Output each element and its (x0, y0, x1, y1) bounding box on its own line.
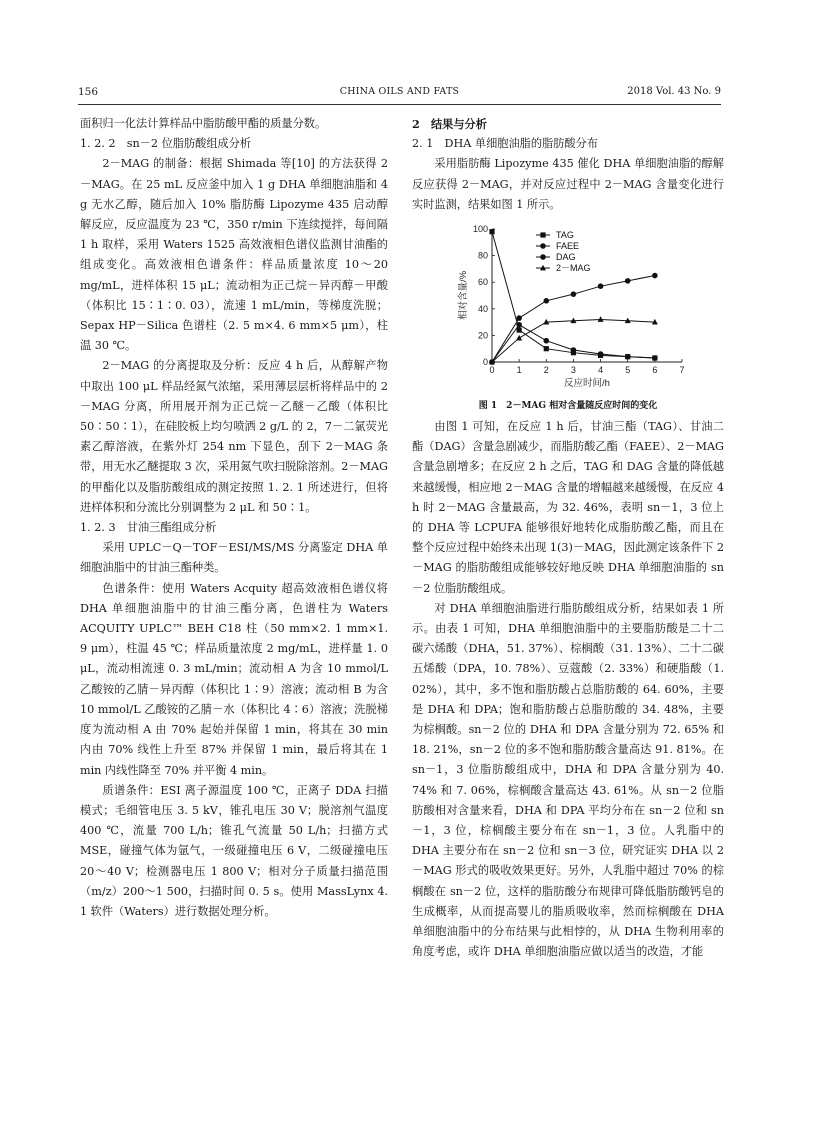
legend-marker (540, 232, 545, 237)
paragraph: 2－MAG 的分离提取及分析：反应 4 h 后，从醇解产物中取出 100 μL 样品经氮气浓缩，采用薄层层析将样品中的 2－MAG 分离，所用展开剂为正己烷－乙醚－乙酸（体积比 50∶50∶1），在硅胶板上均匀喷洒 2 g/L 的 2，7－二氯荧光素乙醇溶液，在紫外灯 254 nm 下显色，刮下 2－MAG 条带，用无水乙醚提取 3 次，采用氮气吹扫脱除溶剂。2－MAG 的甲酯化以及脂肪酸组成的测定按照 1. 2. 1 所述进行，但将进样体积和分流比分别调整为 2 μL 和 50∶1。 (80, 359, 388, 514)
x-axis-label: 反应时间/h (564, 378, 610, 390)
legend-marker (540, 243, 546, 249)
paragraph: 由图 1 可知，在反应 1 h 后，甘油三酯（TAG）、甘油二酯（DAG）含量急剧减少，而脂肪酸乙酯（FAEE）、2－MAG 含量急剧增多；在反应 2 h 之后，TAG 和 DAG 含量的降低越来越缓慢，相应地 2－MAG 含量的增幅越来越缓慢，在反应 4 h 时 2－MAG 含量最高，为 32. 46%，表明 sn－1，3 位上的 DHA 等 LCPUFA 能够很好地转化成脂肪酸乙酯，而且在整个反应过程中始终未出现 1(3)－MAG，因此测定该条件下 2－MAG 的脂肪酸组成能够较好地反映 DHA 单细胞油脂的 sn－2 位脂肪酸组成。 (412, 420, 724, 595)
y-tick-label: 20 (477, 330, 488, 341)
paragraph: 1. 2. 2 sn－2 位脂肪酸组成分析 (80, 137, 252, 151)
data-point (571, 291, 577, 297)
paragraph: 1. 2. 3 甘油三酯组成分析 (80, 521, 217, 535)
legend-label: DAG (556, 252, 576, 263)
page-header (78, 86, 721, 100)
paragraph: 色谱条件：使用 Waters Acquity 超高效液相色谱仪将 DHA 单细胞油脂中的甘油三酯分离，色谱柱为 Waters ACQUITY UPLC™ BEH C18 柱（50 mm×2. 1 mm×1. 9 μm），柱温 45 ℃；样品质量浓度 2 mg/mL，进样量 1. 0 μL，流动相流速 0. 3 mL/min；流动相 A 为含 10 mmol/L 乙酸铵的乙腈－异丙醇（体积比 1∶9）溶液；流动相 B 为含 10 mmol/L 乙酸铵的乙腈－水（体积比 4∶6）溶液；洗脱梯度为流动相 A 由 70% 起始并保留 1 min，将其在 30 min 内由 70% 线性上升至 87% 并保留 1 min，最后将其在 1 min 内线性降至 70% 并平衡 4 min。 (80, 581, 388, 777)
legend-label: FAEE (556, 241, 580, 252)
page-number: 156 (78, 86, 99, 98)
data-point (598, 351, 604, 357)
right-column-bottom (412, 417, 724, 962)
data-point (517, 327, 522, 332)
paragraph: 面积归一化法计算样品中脂肪酸甲酯的质量分数。 (80, 117, 327, 130)
journal-name: CHINA OILS AND FATS (339, 86, 460, 97)
right-column-top (412, 114, 724, 215)
data-point (543, 298, 549, 304)
paragraph: 2. 1 DHA 单细胞油脂的脂肪酸分布 (412, 137, 598, 151)
y-tick-label: 40 (477, 303, 488, 314)
data-point (544, 346, 549, 351)
y-tick-label: 60 (477, 277, 488, 288)
x-tick-label: 6 (652, 365, 658, 376)
x-tick-label: 5 (625, 365, 631, 376)
y-tick-label: 100 (472, 224, 488, 235)
data-point (571, 347, 577, 353)
data-point (489, 229, 494, 234)
legend-marker (540, 254, 546, 260)
data-point (652, 355, 658, 361)
legend-label: 2－MAG (556, 263, 591, 274)
paragraph: 2－MAG 的制备：根据 Shimada 等[10] 的方法获得 2－MAG。在 25 mL 反应釜中加入 1 g DHA 单细胞油脂和 4 g 无水乙醇，随后加入 10% 脂肪酶 Lipozyme 435 启动醇解反应，反应温度为 23 ℃，350 r/min 下连续搅拌，每间隔 1 h 取样，采用 Waters 1525 高效液相色谱仪监测甘油酯的组成变化。高效液相色谱条件：样品质量浓度 10～20 mg/mL，进样体积 15 μL；流动相为正己烷－异丙醇－甲酸（体积比 15∶1∶0. 03），流速 1 mL/min，等梯度洗脱；Sepax HP－Silica 色谱柱（2. 5 m×4. 6 mm×5 μm），柱温 30 ℃。 (80, 157, 388, 353)
data-point (598, 316, 604, 322)
data-point (516, 315, 522, 321)
paragraph: 采用 UPLC－Q－TOF－ESI/MS/MS 分离鉴定 DHA 单细胞油脂中的甘油三酯种类。 (80, 541, 388, 575)
left-column (80, 114, 388, 922)
data-point (598, 283, 604, 289)
y-axis-label: 相对含量/% (458, 270, 469, 321)
figure-caption: 图 1 2－MAG 相对含量随反应时间的变化 (478, 401, 658, 412)
y-tick-label: 80 (477, 250, 488, 261)
data-point (516, 322, 522, 328)
x-tick-label: 2 (543, 365, 549, 376)
line-chart (412, 219, 724, 397)
legend-label: TAG (556, 230, 574, 241)
paragraph: 采用脂肪酶 Lipozyme 435 催化 DHA 单细胞油脂的醇解反应获得 2－MAG，并对反应过程中 2－MAG 含量变化进行实时监测，结果如图 1 所示。 (412, 157, 724, 211)
x-tick-label: 7 (679, 365, 685, 376)
paragraph: 对 DHA 单细胞油脂进行脂肪酸组成分析，结果如表 1 所示。由表 1 可知，DHA 单细胞油脂中的主要脂肪酸是二十二碳六烯酸（DHA，51. 37%）、棕榈酸（31. 13%）、二十二碳五烯酸（DPA，10. 78%）、豆蔻酸（2. 33%）和硬脂酸（1. 02%），其中，多不饱和脂肪酸占总脂肪酸的 64. 60%，主要是 DHA 和 DPA；饱和脂肪酸占总脂肪酸的 34. 48%，主要为棕榈酸。sn－2 位的 DHA 和 DPA 含量分别为 72. 65% 和 18. 21%，sn－2 位的多不饱和脂肪酸含量高达 91. 81%。在 sn－1，3 位脂肪酸组成中，DHA 和 DPA 含量分别为 40. 74% 和 7. 06%，棕榈酸含量高达 43. 61%。从 sn－2 位脂肪酸相对含量来看，DHA 和 DPA 平均分布在 sn－2 位和 sn－1，3 位，棕榈酸主要分布在 sn－1，3 位。人乳脂中的 DHA 主要分布在 sn－2 位和 sn－3 位，研究证实 DHA 以 2－MAG 形式的吸收效果更好。另外，人乳脂中超过 70% 的棕榈酸在 sn－2 位，这样的脂肪酸分布规律可降低脂肪酸钙皂的生成概率，从而提高婴儿的脂质吸收率，然而棕榈酸在 DHA 单细胞油脂中的分布结果与此相悖的，从 DHA 生物利用率的角度考虑，或许 DHA 单细胞油脂应做以适当的改造，才能 (412, 601, 724, 959)
data-point (625, 278, 631, 284)
paragraph: 质谱条件：ESI 离子源温度 100 ℃，正离子 DDA 扫描模式；毛细管电压 3. 5 kV，锥孔电压 30 V；脱溶剂气温度 400 ℃，流量 700 L/h；锥孔气流量 50 L/h；扫描方式 MSE，碰撞气体为氩气，一级碰撞电压 6 V，二级碰撞电压 20～40 V；检测器电压 1 800 V；相对分子质量扫描范围（m/z）200～1 500，扫描时间 0. 5 s。使用 MassLynx 4. 1 软件（Waters）进行数据处理分析。 (80, 783, 388, 918)
series-line-3 (492, 319, 655, 362)
figure-1 (412, 219, 724, 397)
right-column (412, 114, 724, 963)
data-point (625, 354, 631, 360)
x-tick-label: 4 (598, 365, 604, 376)
x-tick-label: 3 (570, 365, 576, 376)
x-tick-label: 0 (489, 365, 495, 376)
y-tick-label: 0 (482, 357, 488, 368)
header-rule (78, 104, 721, 105)
data-point (543, 338, 549, 344)
x-tick-label: 1 (516, 365, 522, 376)
data-point (516, 335, 522, 341)
section-heading: 2 结果与分析 (412, 117, 487, 131)
issue-info: 2018 Vol. 43 No. 9 (627, 86, 721, 97)
data-point (652, 273, 658, 279)
